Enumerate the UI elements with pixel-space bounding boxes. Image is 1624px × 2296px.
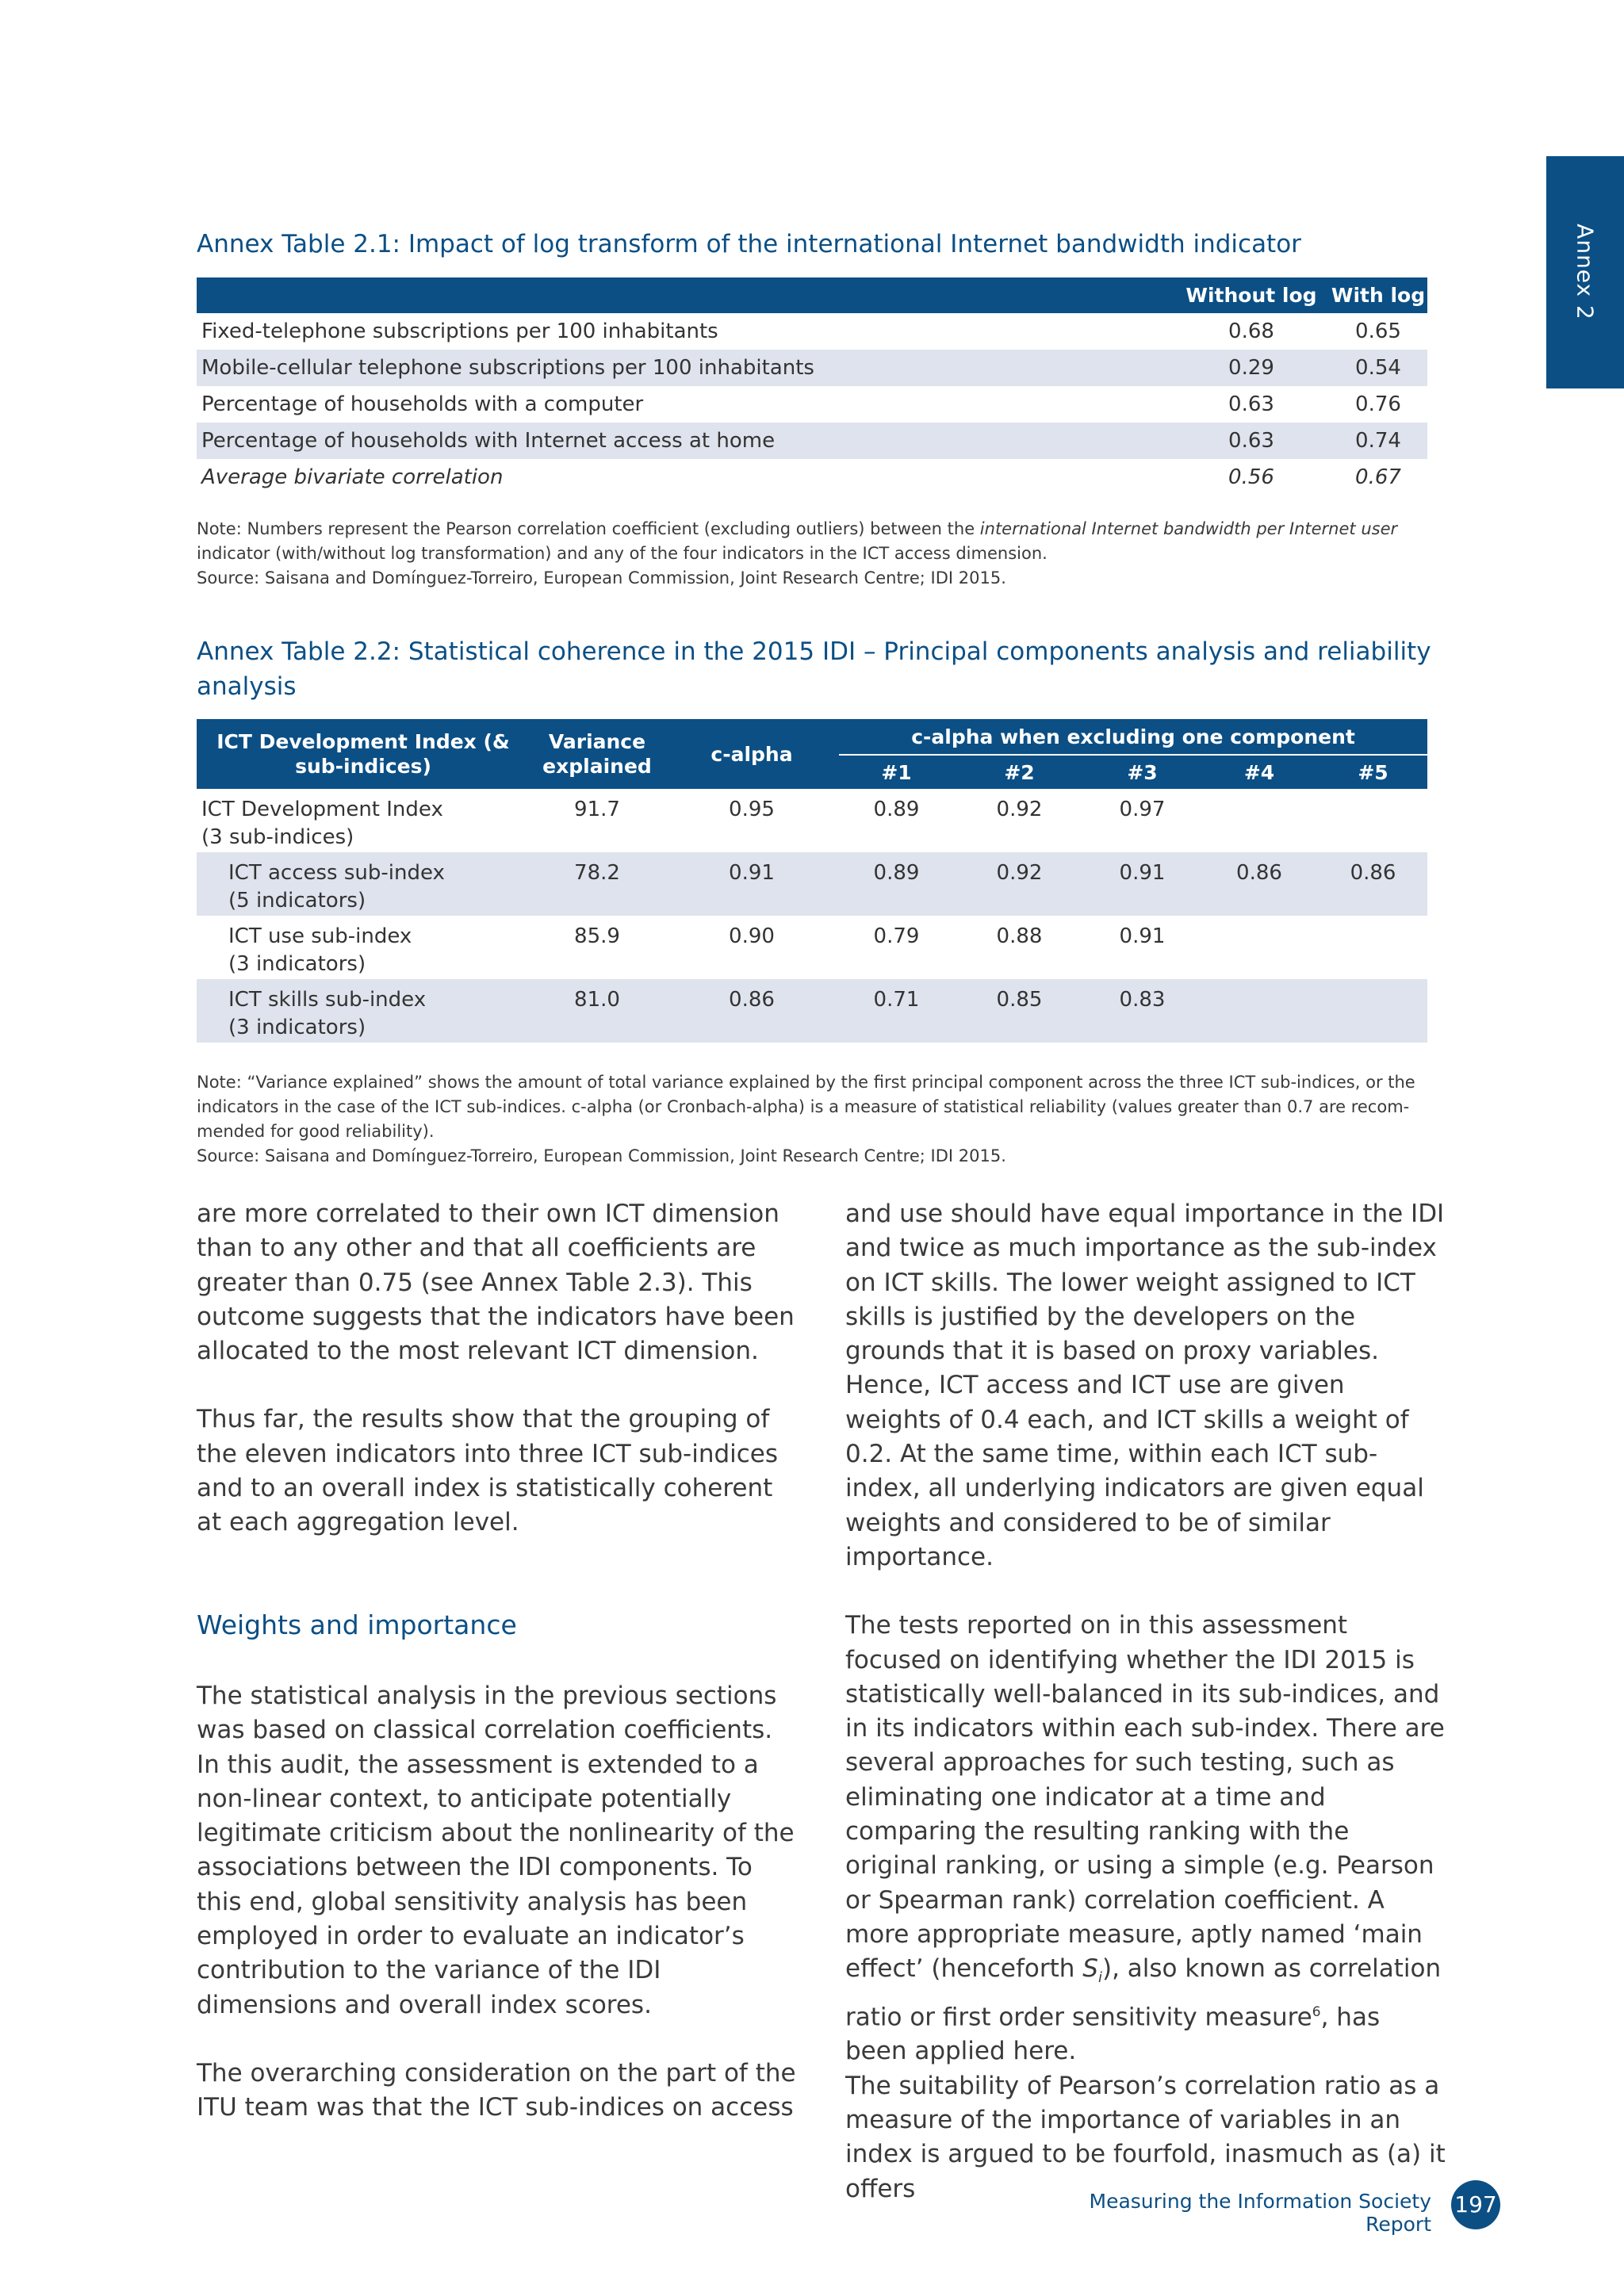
left-paragraph-1: are more correlated to their own ICT dimension than to any other and that all coefficients are greater than 0.75 (see Annex Table 2.3). This outcome suggests that the indicators have been allocated to the most relevant ICT dimension.	[197, 1200, 795, 1366]
section-heading: Weights and importance	[197, 1609, 517, 1640]
index-name	[197, 852, 530, 916]
table-row	[197, 313, 1427, 350]
with-log-value: 0.76	[1355, 392, 1401, 416]
table1-header-without-log: Without log	[1174, 277, 1329, 313]
table-row	[197, 789, 1427, 852]
calpha-value: 0.86	[665, 979, 839, 1043]
table2	[197, 719, 1427, 1043]
symbol-s: S	[1082, 1954, 1098, 1984]
index-name-line2: (3 indicators)	[228, 1016, 366, 1039]
c3-value: 0.91	[1119, 924, 1166, 948]
with-log-value: 0.74	[1329, 423, 1427, 459]
c4-value	[1200, 979, 1319, 1043]
table2-header-group: c-alpha when excluding one component	[839, 719, 1427, 755]
table-row	[197, 916, 1427, 979]
row-label: Mobile-cellular telephone subscriptions per 100 inhabitants	[197, 350, 1174, 386]
table2-header-row	[197, 719, 1427, 755]
c1-value: 0.89	[873, 798, 920, 821]
c2-value: 0.85	[954, 979, 1085, 1043]
left-paragraph-4: The overarching consideration on the part of the ITU team was that the ICT sub-indices on access	[197, 2058, 796, 2122]
c1-value: 0.79	[873, 924, 920, 948]
page-number: 197	[1451, 2180, 1500, 2229]
table-row	[197, 350, 1427, 386]
table1-title: Annex Table 2.1: Impact of log transform of the international Internet bandwidth indicator	[197, 230, 1301, 258]
table2-subheader-3: #3	[1085, 755, 1200, 789]
without-log-value: 0.29	[1174, 350, 1329, 386]
without-log-value: 0.63	[1228, 392, 1274, 416]
c3-value: 0.83	[1085, 979, 1200, 1043]
c3-value: 0.91	[1085, 852, 1200, 916]
annex-side-tab	[1546, 156, 1624, 388]
table-row-average	[197, 459, 1427, 496]
table1-note-italic: international Internet bandwidth per Internet user	[979, 519, 1398, 538]
row-label: Average bivariate correlation	[201, 465, 504, 489]
right-paragraph-3: The suitability of Pearson’s correlation ratio as a measure of the importance of variables in an index is argued to be fourfold, inasmuch as (a) it offers	[845, 2071, 1446, 2203]
c5-value	[1319, 789, 1427, 852]
report-name: Measuring the Information Society Report	[1089, 2190, 1431, 2236]
table-row	[197, 423, 1427, 459]
index-name-line1: ICT use sub-index	[228, 924, 412, 948]
index-name-line2: (3 indicators)	[228, 952, 366, 976]
c5-value: 0.86	[1319, 852, 1427, 916]
table2-source: Source: Saisana and Domínguez-Torreiro, European Commission, Joint Research Centre; IDI 2015.	[197, 1146, 1006, 1165]
c2-value: 0.88	[996, 924, 1043, 948]
table2-note	[197, 1070, 1434, 1169]
symbol-subscript: i	[1097, 1969, 1102, 1987]
right-paragraph-2-start: The tests reported on in this assessment focused on identifying whether the IDI 2015 is statistically well-balanced in its sub-indices, and in its indicators within each sub-index. There are several approaches for such testing, such as eliminating one indicator at a time and comparing the resulting ranking with the original ranking, or using a simple (e.g. Pearson or Spearman rank) correlation coefficient. A more appropriate measure, aptly named ‘main effect’ (henceforth	[845, 1611, 1445, 1984]
without-log-value: 0.63	[1174, 423, 1329, 459]
calpha-value: 0.95	[729, 798, 775, 821]
c4-value	[1200, 916, 1319, 979]
row-label: Percentage of households with Internet access at home	[197, 423, 1174, 459]
table1-header-with-log: With log	[1329, 277, 1427, 313]
index-name	[197, 979, 530, 1043]
with-log-value: 0.54	[1329, 350, 1427, 386]
annex-side-tab-label: Annex 2	[1572, 224, 1599, 320]
left-paragraph-2: Thus far, the results show that the grouping of the eleven indicators into three ICT sub-indices and to an overall index is statistically coherent at each aggregation level.	[197, 1405, 779, 1537]
with-log-value: 0.67	[1355, 465, 1401, 489]
c3-value: 0.97	[1119, 798, 1166, 821]
table2-subheader-5: #5	[1319, 755, 1427, 789]
left-column	[197, 1197, 799, 1540]
without-log-value: 0.56	[1228, 465, 1274, 489]
variance-value: 85.9	[574, 924, 620, 948]
row-label: Fixed-telephone subscriptions per 100 inhabitants	[201, 320, 718, 343]
index-name-line2: (5 indicators)	[228, 889, 366, 913]
right-column	[845, 1197, 1448, 2206]
table2-subheader-4: #4	[1200, 755, 1319, 789]
table2-note-text: Note: “Variance explained” shows the amount of total variance explained by the first principal component across the three ICT sub-indices, or the indicators in the case of the ICT sub-indices. c-alpha (or Cronbach-alpha) is a measure of statistical reliability (values greater than 0.7 are recom-mended for good reliability).	[197, 1073, 1415, 1141]
variance-value: 78.2	[530, 852, 665, 916]
table1-note-suffix: indicator (with/without log transformation) and any of the four indicators in the ICT access dimension.	[197, 544, 1048, 563]
table-row	[197, 979, 1427, 1043]
table2-header-index: ICT Development Index (& sub-indices)	[197, 719, 530, 789]
calpha-value: 0.90	[729, 924, 775, 948]
table1-header-label	[197, 277, 1174, 313]
table2-title: Annex Table 2.2: Statistical coherence in the 2015 IDI – Principal components analysis and reliability analysis	[197, 637, 1431, 701]
c2-value: 0.92	[996, 798, 1043, 821]
right-paragraph-2-end: , has been applied here.	[845, 2003, 1381, 2066]
table2-subheader-2: #2	[954, 755, 1085, 789]
table1-header-row	[197, 277, 1427, 313]
left-column-lower	[197, 1679, 799, 2126]
index-name-line1: ICT Development Index	[201, 798, 443, 821]
table-row	[197, 386, 1427, 423]
with-log-value: 0.65	[1355, 320, 1401, 343]
index-name	[197, 916, 530, 979]
table1	[197, 277, 1427, 496]
table2-header-variance: Variance explained	[530, 719, 665, 789]
index-name-line1: ICT skills sub-index	[228, 988, 427, 1012]
index-name	[197, 789, 530, 852]
table1-note-prefix: Note: Numbers represent the Pearson correlation coefficient (excluding outliers) between the	[197, 519, 980, 538]
table2-subheader-1: #1	[839, 755, 954, 789]
index-name-line1: ICT access sub-index	[228, 861, 445, 885]
footnote-marker[interactable]: 6	[1312, 2003, 1321, 2020]
calpha-value: 0.91	[665, 852, 839, 916]
c1-value: 0.71	[839, 979, 954, 1043]
variance-value: 81.0	[530, 979, 665, 1043]
c4-value	[1200, 789, 1319, 852]
c5-value	[1319, 916, 1427, 979]
left-paragraph-3: The statistical analysis in the previous sections was based on classical correlation coefficients. In this audit, the assessment is extended to a non-linear context, to anticipate potentially legitimate criticism about the nonlinearity of the associations between the IDI components. To this end, global sensitivity analysis has been employed in order to evaluate an indicator’s contribution to the variance of the IDI dimensions and overall index scores.	[197, 1682, 795, 2019]
c1-value: 0.89	[839, 852, 954, 916]
row-label: Percentage of households with a computer	[201, 392, 644, 416]
right-paragraph-2-middle: ), also known as correlation ratio or first order sensitivity measure	[845, 1954, 1442, 2032]
right-paragraph-2	[845, 1609, 1448, 2068]
table-row	[197, 852, 1427, 916]
c5-value	[1319, 979, 1427, 1043]
table1-source: Source: Saisana and Domínguez-Torreiro, European Commission, Joint Research Centre; IDI 2015.	[197, 568, 1006, 587]
right-paragraph-1: and use should have equal importance in the IDI and twice as much importance as the sub-index on ICT skills. The lower weight assigned to ICT skills is justified by the developers on the grounds that it is based on proxy variables. Hence, ICT access and ICT use are given weights of 0.4 each, and ICT skills a weight of 0.2. At the same time, within each ICT sub-index, all underlying indicators are given equal weights and considered to be of similar importance.	[845, 1200, 1445, 1571]
c4-value: 0.86	[1200, 852, 1319, 916]
table1-note	[197, 517, 1434, 591]
without-log-value: 0.68	[1228, 320, 1274, 343]
index-name-line2: (3 sub-indices)	[201, 825, 354, 849]
c2-value: 0.92	[954, 852, 1085, 916]
table2-header-calpha: c-alpha	[665, 719, 839, 789]
variance-value: 91.7	[574, 798, 620, 821]
